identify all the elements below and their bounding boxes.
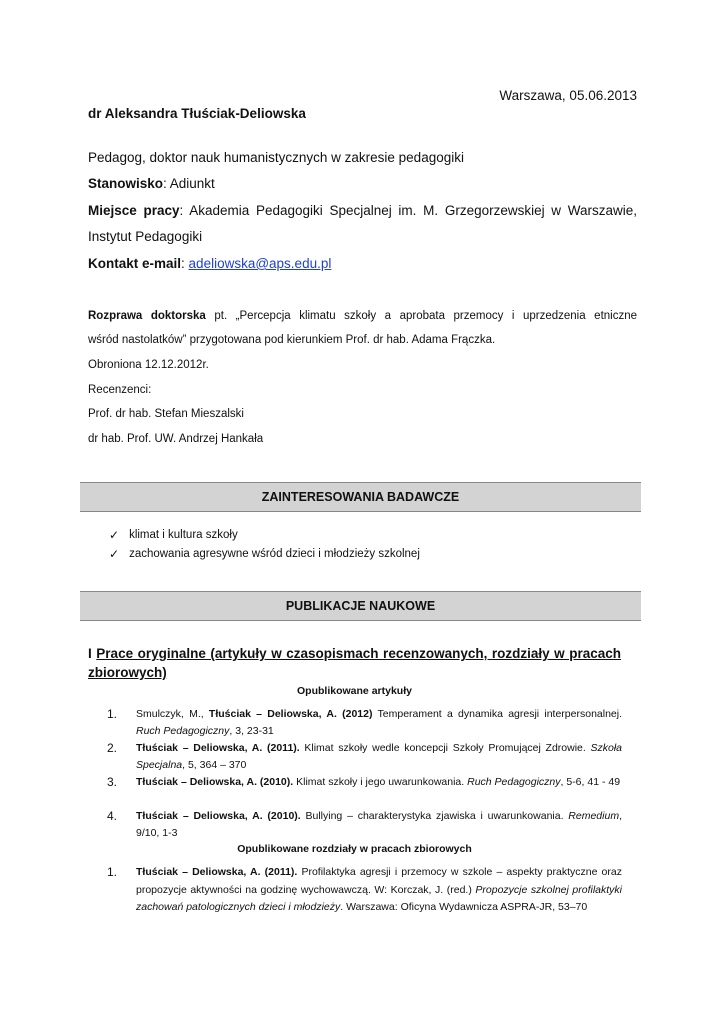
- degree-line: Pedagog, doktor nauk humanistycznych w zakresie pedagogiki: [88, 150, 464, 165]
- contact-label: Kontakt e-mail: [88, 256, 182, 271]
- entry-number: 3.: [107, 775, 118, 789]
- entry-number: 1.: [107, 865, 118, 879]
- research-item-label: klimat i kultura szkoły: [129, 529, 238, 541]
- workplace-label: Miejsce pracy: [88, 203, 180, 218]
- author-name: dr Aleksandra Tłuściak-Deliowska: [88, 106, 306, 121]
- entry-number: 4.: [107, 809, 118, 823]
- entry-text: Tłuściak – Deliowska, A. (2010). Bullying – charakterystyka zjawiska i uwarunkowania. Remedium, 9/10, 1-3: [136, 810, 622, 839]
- reviewers-label: Recenzenci:: [88, 384, 152, 396]
- email-link[interactable]: adeliowska@aps.edu.pl: [188, 256, 332, 271]
- dissertation-title: pt. „Percepcja klimatu szkoły a aprobata przemocy i uprzedzenia etniczne: [205, 310, 638, 322]
- section-number: I: [88, 646, 92, 661]
- entry-number: 2.: [107, 741, 118, 755]
- entry-number: 1.: [107, 707, 118, 721]
- section-title: Prace oryginalne (artykuły w czasopismach recenzowanych, rozdziały w pracach zbiorowych): [88, 646, 621, 680]
- research-item: [109, 528, 238, 542]
- reviewer-2: dr hab. Prof. UW. Andrzej Hankała: [88, 433, 264, 445]
- position-value: : Adiunkt: [163, 176, 215, 191]
- articles-heading: Opublikowane artykuły: [297, 685, 412, 697]
- document-date: Warszawa, 05.06.2013: [499, 88, 637, 103]
- entry-text: Tłuściak – Deliowska, A. (2011). Profilaktyka agresji i przemocy w szkole – aspekty praktyczne oraz propozycje aktywności na godzinę wychowawczą. W: Korczak, J. (red.) Propozycje szkolnej profilaktyki zachowań patologicznych dzieci i młodzieży. Warszawa: Oficyna Wydawnicza ASPRA-JR, 53–70: [136, 866, 623, 913]
- entry-text: Smulczyk, M., Tłuściak – Deliowska, A. (2012) Temperament a dynamika agresji interpersonalnej. Ruch Pedagogiczny, 3, 23-31: [136, 708, 623, 737]
- dissertation-line-2: wśród nastolatków” przygotowana pod kierunkiem Prof. dr hab. Adama Frączka.: [88, 334, 496, 346]
- research-item: [109, 547, 420, 561]
- contact-line: [88, 256, 331, 271]
- reviewer-1: Prof. dr hab. Stefan Mieszalski: [88, 408, 244, 420]
- entry-text: Tłuściak – Deliowska, A. (2010). Klimat szkoły i jego uwarunkowania. Ruch Pedagogiczny, 5-6, 41 - 49: [136, 776, 621, 788]
- workplace-institute: Instytut Pedagogiki: [88, 229, 203, 244]
- dissertation-line: [88, 310, 637, 322]
- publications-subsection-title: [88, 644, 621, 682]
- position-label: Stanowisko: [88, 176, 164, 191]
- position-line: [88, 176, 215, 191]
- workplace-value: : Akademia Pedagogiki Specjalnej im. M. Grzegorzewskiej w Warszawie,: [179, 203, 638, 218]
- defended-date: Obroniona 12.12.2012r.: [88, 359, 209, 371]
- research-item-label: zachowania agresywne wśród dzieci i młodzieży szkolnej: [129, 548, 420, 560]
- contact-separator: :: [181, 256, 189, 271]
- dissertation-label: Rozprawa doktorska: [88, 310, 206, 322]
- workplace-line: [88, 203, 637, 218]
- checkmark-icon: ✓: [109, 547, 120, 561]
- chapters-heading: Opublikowane rozdziały w pracach zbiorowych: [237, 843, 472, 855]
- publications-section-header: PUBLIKACJE NAUKOWE: [80, 591, 641, 621]
- research-section-header: ZAINTERESOWANIA BADAWCZE: [80, 482, 641, 512]
- entry-text: Tłuściak – Deliowska, A. (2011). Klimat szkoły wedle koncepcji Szkoły Promującej Zdrowie. Szkoła Specjalna, 5, 364 – 370: [136, 742, 622, 771]
- checkmark-icon: ✓: [109, 528, 120, 542]
